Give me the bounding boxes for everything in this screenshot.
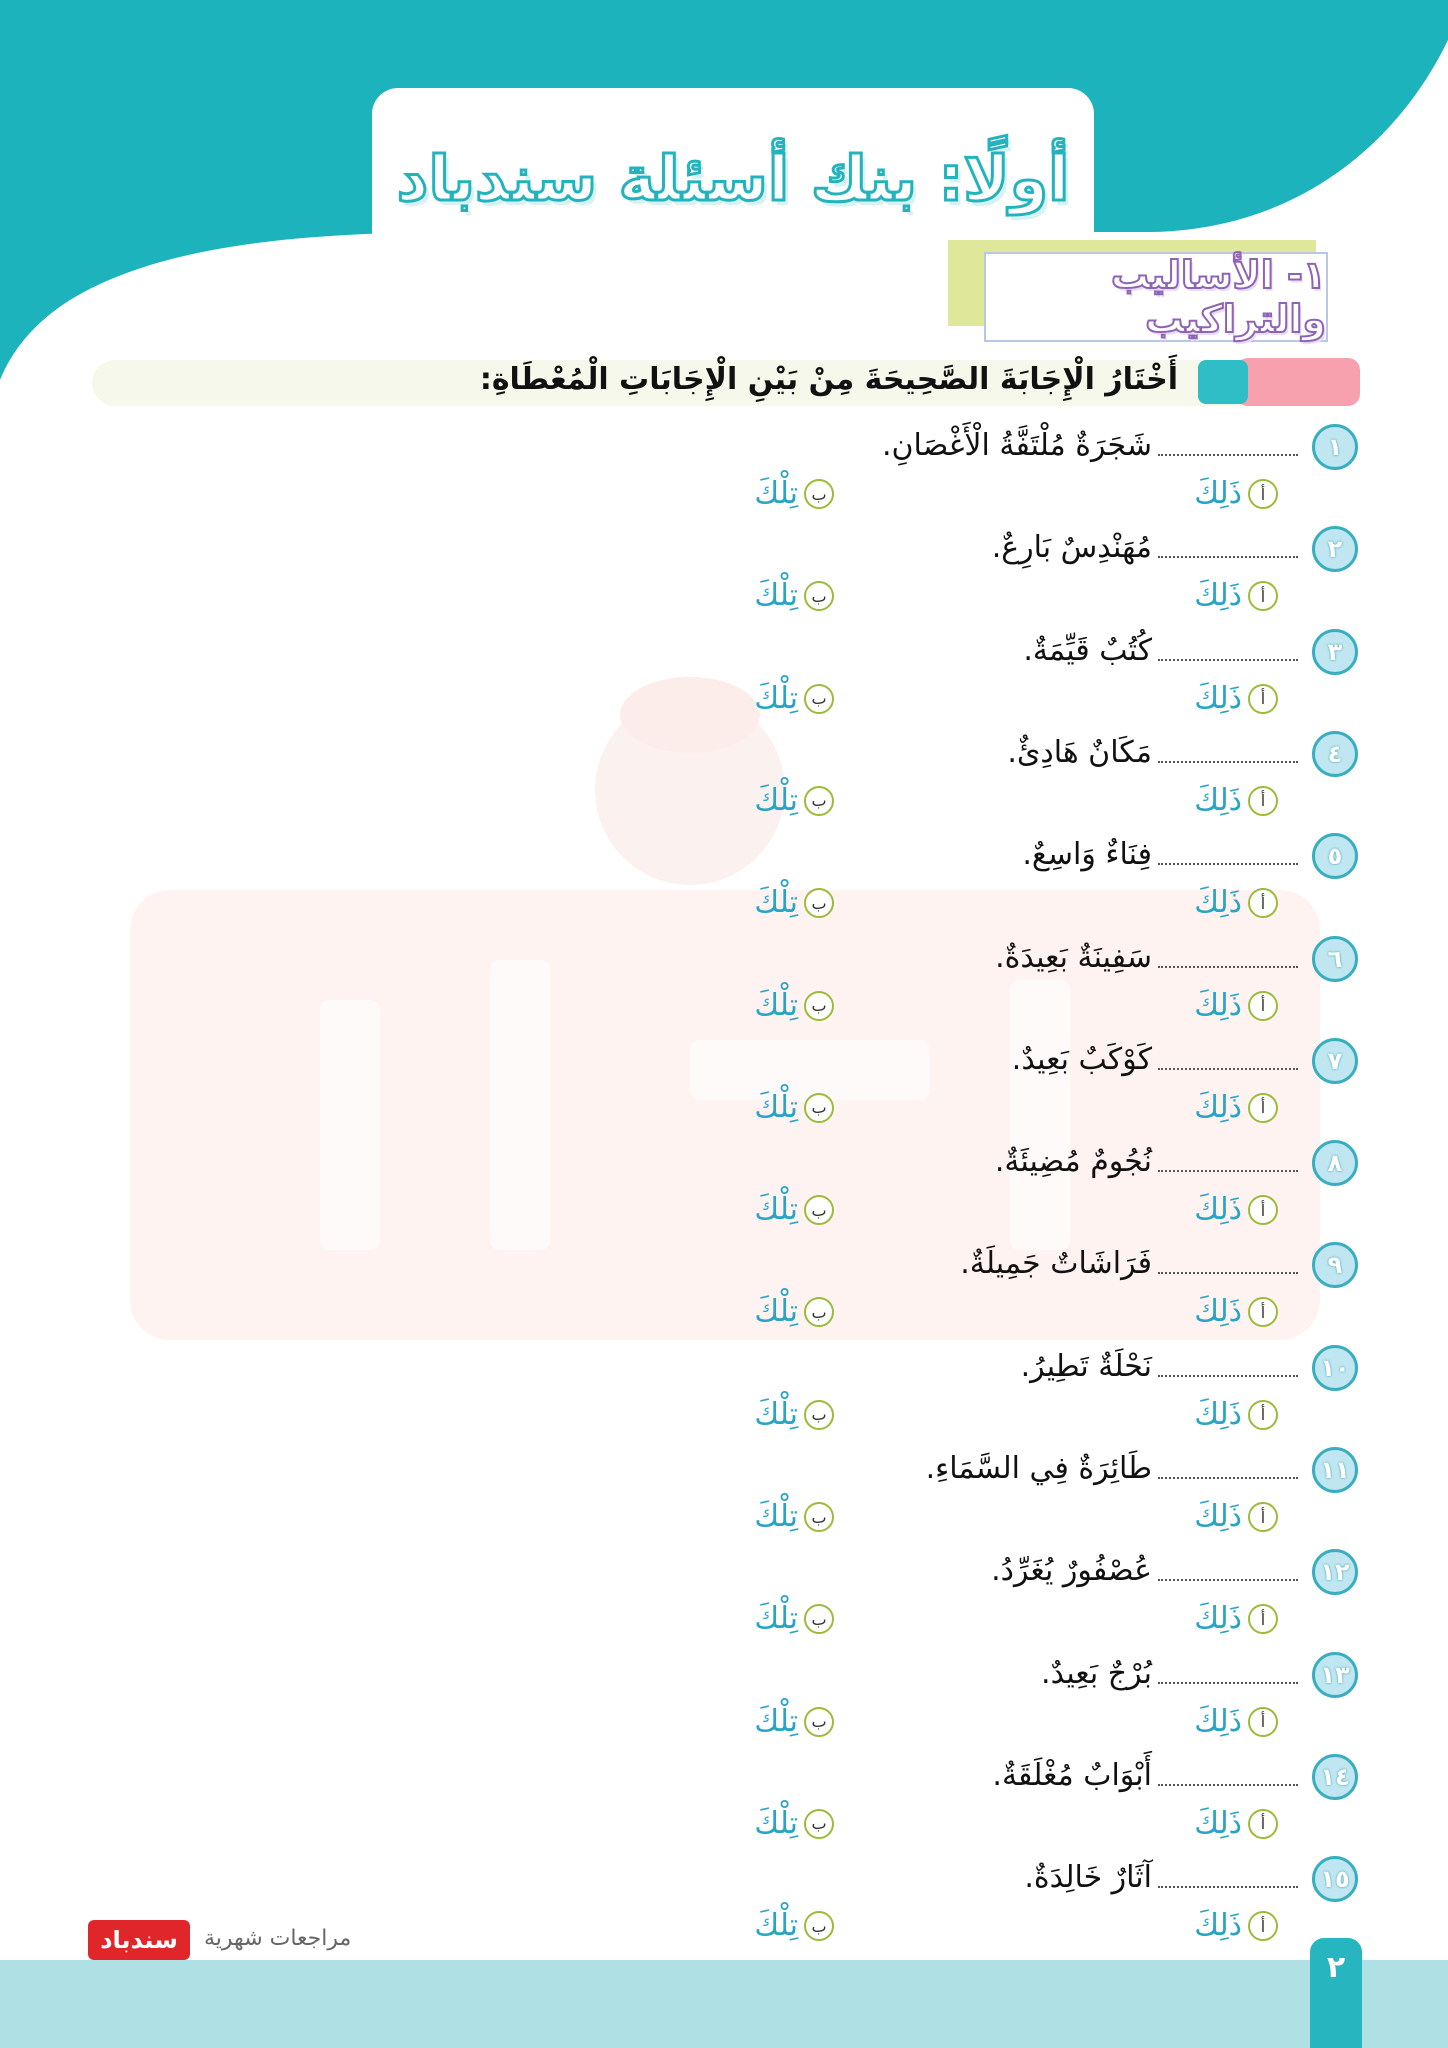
option-a-letter: أ	[1248, 479, 1278, 509]
option-a-word: ذَلِكَ	[1194, 1499, 1242, 1534]
question-number: ٩	[1327, 1251, 1343, 1280]
option-a-letter: أ	[1248, 1195, 1278, 1225]
option-b-letter: ب	[804, 1093, 834, 1123]
option-a-letter: أ	[1248, 991, 1278, 1021]
brand-logo	[88, 1920, 190, 1960]
answer-blank[interactable]	[1158, 761, 1298, 763]
question-number-badge	[1312, 833, 1358, 879]
question-text: أَبْوَابٌ مُغْلَقَةٌ.	[992, 1757, 1152, 1793]
option-a-word: ذَلِكَ	[1194, 1089, 1242, 1125]
option-a-letter: أ	[1248, 684, 1278, 714]
option-b-word: تِلْكَ	[754, 578, 798, 614]
question-text: فَرَاشَاتٌ جَمِيلَةٌ.	[960, 1246, 1152, 1282]
answer-blank[interactable]	[1158, 863, 1298, 865]
brand-logo-text: سندباد	[100, 1926, 178, 1954]
footer-band	[0, 1960, 1448, 2048]
option-a-word: ذَلِكَ	[1194, 1294, 1242, 1330]
question-row	[0, 1242, 1448, 1344]
option-a[interactable]	[1194, 1906, 1278, 1946]
option-b[interactable]	[754, 1906, 834, 1946]
instruction-pink-marker	[1236, 358, 1360, 406]
option-a[interactable]	[1194, 679, 1278, 719]
question-number: ١٠	[1320, 1353, 1350, 1382]
question-text: عُصْفُورٌ يُغَرِّدُ.	[991, 1553, 1152, 1589]
answer-blank[interactable]	[1158, 1068, 1298, 1070]
option-b[interactable]	[754, 781, 834, 821]
option-b-word: تِلْكَ	[754, 1089, 798, 1125]
question-text: كُتُبٌ قَيِّمَةٌ.	[1023, 632, 1152, 668]
question-number-badge	[1312, 1447, 1358, 1493]
option-a-word: ذَلِكَ	[1194, 1601, 1242, 1637]
option-a[interactable]	[1194, 1804, 1278, 1844]
option-b[interactable]	[754, 883, 834, 923]
question-number: ١٤	[1320, 1762, 1350, 1791]
option-b[interactable]	[754, 679, 834, 719]
option-a-letter: أ	[1248, 1502, 1278, 1532]
question-number: ١	[1327, 433, 1343, 461]
option-a-word: ذَلِكَ	[1194, 1396, 1242, 1432]
answer-blank[interactable]	[1158, 1579, 1298, 1581]
question-number: ١١	[1320, 1456, 1350, 1484]
option-a-word: ذَلِكَ	[1194, 680, 1242, 716]
option-a-word: ذَلِكَ	[1194, 782, 1242, 818]
answer-blank[interactable]	[1158, 1375, 1298, 1377]
instruction-text: أَخْتَارُ الْإِجَابَةَ الصَّحِيحَةَ مِنْ بَيْنِ الْإِجَابَاتِ الْمُعْطَاةِ:	[479, 362, 1178, 397]
option-b-word: تِلْكَ	[754, 1396, 798, 1432]
option-a[interactable]	[1194, 1702, 1278, 1742]
option-b-letter: ب	[804, 1911, 834, 1941]
question-text: سَفِينَةٌ بَعِيدَةٌ.	[995, 939, 1152, 975]
question-row	[0, 1549, 1448, 1651]
option-a-word: ذَلِكَ	[1194, 1805, 1242, 1841]
option-b[interactable]	[754, 1088, 834, 1128]
option-b-word: تِلْكَ	[754, 1192, 798, 1228]
option-b-word: تِلْكَ	[754, 1703, 798, 1739]
option-b[interactable]	[754, 1702, 834, 1742]
question-text: كَوْكَبٌ بَعِيدٌ.	[1011, 1041, 1152, 1077]
option-a-letter: أ	[1248, 1911, 1278, 1941]
option-b-letter: ب	[804, 1297, 834, 1327]
option-b-letter: ب	[804, 1809, 834, 1839]
question-number-badge	[1312, 1038, 1358, 1084]
answer-blank[interactable]	[1158, 659, 1298, 661]
option-b[interactable]	[754, 1395, 834, 1435]
option-a[interactable]	[1194, 986, 1278, 1026]
option-b-word: تِلْكَ	[754, 1805, 798, 1841]
option-a-letter: أ	[1248, 581, 1278, 611]
question-text: بُرْجٌ بَعِيدٌ.	[1041, 1655, 1152, 1691]
question-number-badge	[1312, 1242, 1358, 1288]
answer-blank[interactable]	[1158, 1272, 1298, 1274]
option-b-letter: ب	[804, 1502, 834, 1532]
option-a[interactable]	[1194, 1395, 1278, 1435]
answer-blank[interactable]	[1158, 1477, 1298, 1479]
question-row	[0, 526, 1448, 628]
question-number-badge	[1312, 424, 1358, 470]
answer-blank[interactable]	[1158, 1682, 1298, 1684]
option-b-word: تِلْكَ	[754, 1908, 798, 1944]
option-a[interactable]	[1194, 883, 1278, 923]
question-row	[0, 424, 1448, 526]
option-a[interactable]	[1194, 1190, 1278, 1230]
section-title: ١- الأساليب والتراكيب	[1110, 253, 1326, 341]
question-number: ٣	[1327, 637, 1343, 666]
question-number-badge	[1312, 1856, 1358, 1902]
question-row	[0, 1754, 1448, 1856]
question-number: ١٣	[1320, 1660, 1350, 1689]
option-b-letter: ب	[804, 786, 834, 816]
option-b[interactable]	[754, 1599, 834, 1639]
footer-label: مراجعات شهرية	[204, 1926, 352, 1951]
answer-blank[interactable]	[1158, 1170, 1298, 1172]
option-b[interactable]	[754, 1497, 834, 1537]
question-row	[0, 936, 1448, 1038]
option-a-word: ذَلِكَ	[1194, 578, 1242, 614]
page-number: ٢	[1326, 1950, 1346, 1985]
question-number-badge	[1312, 1549, 1358, 1595]
question-text: شَجَرَةٌ مُلْتَفَّةُ الْأَغْصَانِ.	[881, 428, 1152, 463]
option-b-word: تِلْكَ	[754, 476, 798, 511]
option-b-letter: ب	[804, 991, 834, 1021]
option-a-letter: أ	[1248, 1809, 1278, 1839]
question-number: ١٢	[1320, 1558, 1350, 1587]
question-number-badge	[1312, 936, 1358, 982]
option-b[interactable]	[754, 986, 834, 1026]
option-b-word: تِلْكَ	[754, 885, 798, 921]
option-b-letter: ب	[804, 684, 834, 714]
option-b-letter: ب	[804, 479, 834, 509]
option-a-letter: أ	[1248, 1604, 1278, 1634]
option-a-letter: أ	[1248, 786, 1278, 816]
answer-blank[interactable]	[1158, 1886, 1298, 1888]
option-a[interactable]	[1194, 1088, 1278, 1128]
answer-blank[interactable]	[1158, 966, 1298, 968]
option-a-letter: أ	[1248, 1093, 1278, 1123]
question-number: ٦	[1327, 944, 1343, 973]
question-text: فِنَاءٌ وَاسِعٌ.	[1022, 837, 1152, 873]
question-text: نَحْلَةٌ تَطِيرُ.	[1020, 1348, 1152, 1384]
section-box	[984, 252, 1328, 342]
question-row	[0, 833, 1448, 935]
option-b-word: تِلْكَ	[754, 680, 798, 716]
question-text: نُجُومٌ مُضِيئَةٌ.	[994, 1144, 1152, 1180]
option-a[interactable]	[1194, 1497, 1278, 1537]
question-number-badge	[1312, 1140, 1358, 1186]
option-b-word: تِلْكَ	[754, 782, 798, 818]
option-a[interactable]	[1194, 1599, 1278, 1639]
question-number: ٥	[1327, 842, 1343, 871]
option-a-word: ذَلِكَ	[1194, 885, 1242, 921]
option-a-letter: أ	[1248, 1707, 1278, 1737]
answer-blank[interactable]	[1158, 556, 1298, 558]
question-text: مُهَنْدِسٌ بَارِعٌ.	[991, 530, 1152, 566]
question-row	[0, 731, 1448, 833]
option-b-word: تِلْكَ	[754, 1499, 798, 1534]
question-number-badge	[1312, 629, 1358, 675]
option-b-word: تِلْكَ	[754, 1294, 798, 1330]
option-b-letter: ب	[804, 1707, 834, 1737]
option-b[interactable]	[754, 576, 834, 616]
option-b-word: تِلْكَ	[754, 1601, 798, 1637]
question-row	[0, 1345, 1448, 1447]
question-number: ٨	[1327, 1149, 1343, 1178]
question-row	[0, 1038, 1448, 1140]
question-number-badge	[1312, 1754, 1358, 1800]
option-b-letter: ب	[804, 1400, 834, 1430]
option-a-letter: أ	[1248, 1297, 1278, 1327]
option-a-word: ذَلِكَ	[1194, 987, 1242, 1023]
question-text: طَائِرَةٌ فِي السَّمَاءِ.	[925, 1451, 1152, 1486]
page-number-tab	[1310, 1938, 1362, 2048]
option-b-word: تِلْكَ	[754, 987, 798, 1023]
question-number-badge	[1312, 1345, 1358, 1391]
option-b[interactable]	[754, 1190, 834, 1230]
option-a-word: ذَلِكَ	[1194, 1192, 1242, 1228]
option-b-letter: ب	[804, 1195, 834, 1225]
question-text: آثَارٌ خَالِدَةٌ.	[1024, 1860, 1152, 1896]
option-a[interactable]	[1194, 781, 1278, 821]
question-number-badge	[1312, 731, 1358, 777]
option-b[interactable]	[754, 1804, 834, 1844]
option-a-word: ذَلِكَ	[1194, 476, 1242, 511]
instruction-teal-marker	[1198, 360, 1248, 404]
page-title: أولًا: بنك أسئلة سندباد	[396, 141, 1070, 215]
option-a-letter: أ	[1248, 888, 1278, 918]
question-row	[0, 1652, 1448, 1754]
question-number: ١٥	[1320, 1865, 1350, 1894]
question-number-badge	[1312, 1652, 1358, 1698]
option-a-word: ذَلِكَ	[1194, 1703, 1242, 1739]
option-a-letter: أ	[1248, 1400, 1278, 1430]
option-b-letter: ب	[804, 581, 834, 611]
question-number: ٢	[1327, 535, 1343, 564]
question-row	[0, 629, 1448, 731]
question-number: ٤	[1327, 739, 1343, 768]
option-b[interactable]	[754, 1292, 834, 1332]
answer-blank[interactable]	[1158, 1784, 1298, 1786]
option-a-word: ذَلِكَ	[1194, 1908, 1242, 1944]
option-b[interactable]	[754, 474, 834, 514]
option-a[interactable]	[1194, 576, 1278, 616]
option-b-letter: ب	[804, 888, 834, 918]
option-a[interactable]	[1194, 1292, 1278, 1332]
question-number: ٧	[1327, 1046, 1343, 1075]
question-number-badge	[1312, 526, 1358, 572]
answer-blank[interactable]	[1158, 454, 1298, 456]
question-text: مَكَانٌ هَادِئٌ.	[1007, 734, 1152, 770]
question-row	[0, 1447, 1448, 1549]
option-b-letter: ب	[804, 1604, 834, 1634]
question-row	[0, 1140, 1448, 1242]
option-a[interactable]	[1194, 474, 1278, 514]
